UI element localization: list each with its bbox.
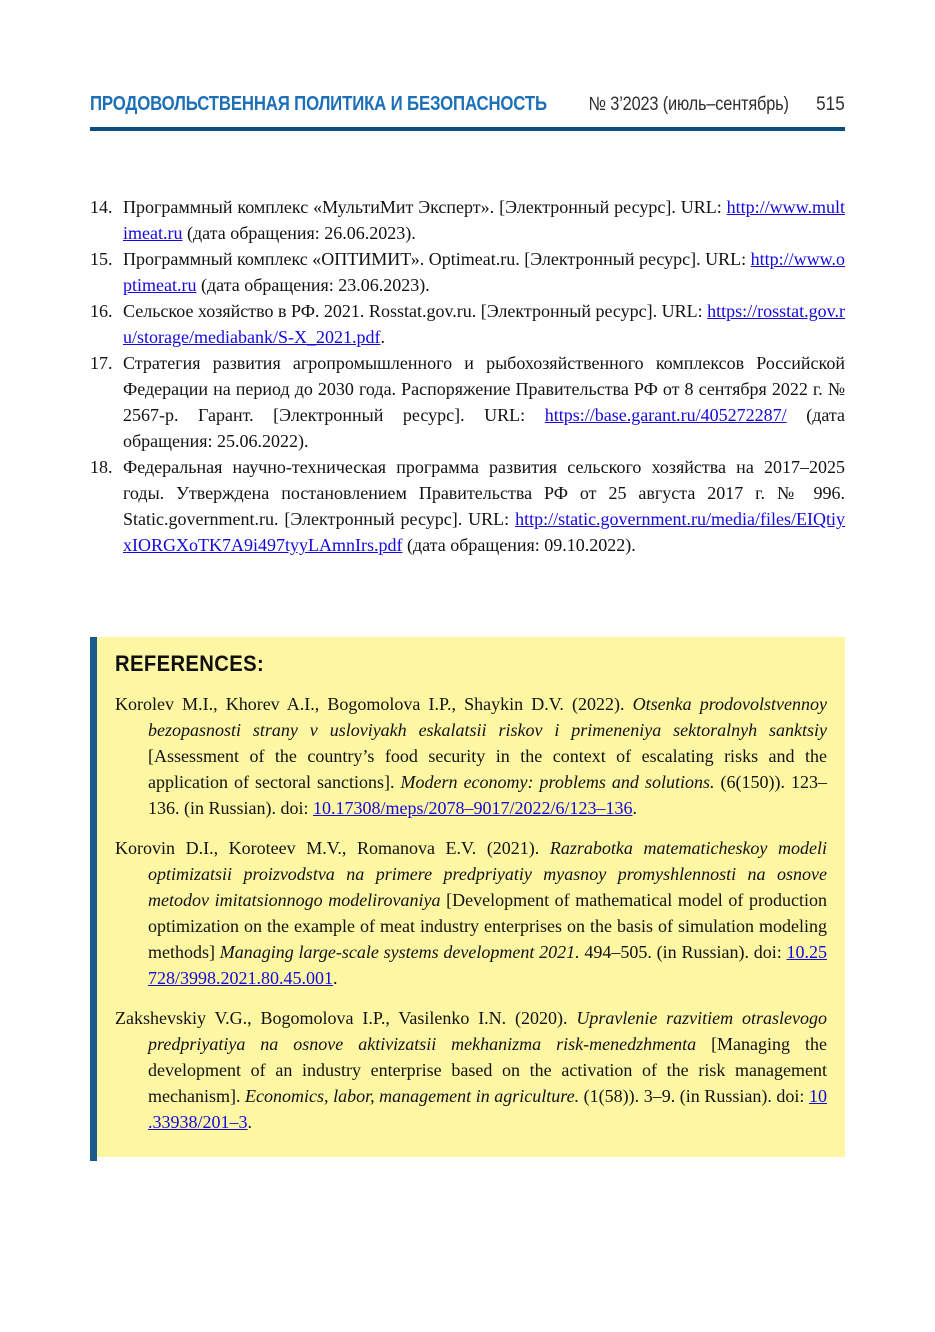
text-segment: (дата обращения: 09.10.2022). <box>402 535 636 555</box>
text-segment: Korovin D.I., Koroteev M.V., Romanova E.V. (2021). <box>115 838 550 858</box>
text-segment: (6(150)). 123–136. (in Russian). doi: <box>148 772 828 818</box>
text-segment: (1(58)). 3–9. (in Russian). doi: <box>579 1086 809 1106</box>
text-segment: Программный комплекс «ОПТИМИТ». Optimeat.ru. [Электронный ресурс]. URL: <box>123 249 751 269</box>
text-segment: (дата обращения: 25.06.2022). <box>123 405 845 451</box>
text-segment: Федеральная научно-техническая программа развития сельского хозяйства на 2017–2025 годы. Утверждена постановлением Правительства РФ от 25 августа 2017 г. № 996. Static.government.ru. [Электронный ресурс]. URL: <box>123 457 845 529</box>
entry-text <box>123 197 845 243</box>
bibliography-list <box>90 194 845 558</box>
entry-number: 17. <box>90 353 113 373</box>
text-segment: (дата обращения: 26.06.2023). <box>182 223 416 243</box>
entry-text <box>123 353 845 451</box>
bibliography-entry-17 <box>90 350 845 454</box>
entry-number: 16. <box>90 301 113 321</box>
hyperlink[interactable]: https://rosstat.gov.ru/storage/mediabank/S-X_2021.pdf <box>123 301 845 347</box>
text-segment: Zakshevskiy V.G., Bogomolova I.P., Vasilenko I.N. (2020). <box>115 1008 577 1028</box>
references-heading: REFERENCES: <box>115 651 265 676</box>
hyperlink[interactable]: 10.33938/201–3 <box>148 1086 827 1132</box>
text-segment: (дата обращения: 23.06.2023). <box>196 275 430 295</box>
italic-title-text: Managing large-scale systems development 2021. <box>219 942 580 962</box>
italic-title-text: Otsenka prodovolstvennoy bezopasnosti strany v usloviyakh eskalatsii riskov i primeneniya sektoralnyh sanktsiy <box>148 694 827 740</box>
bibliography-entry-16 <box>90 298 845 350</box>
issue-info: № 3’2023 (июль–сентябрь) <box>588 94 789 115</box>
entry-number: 15. <box>90 249 113 269</box>
italic-title-text: Upravlenie razvitiem otraslevogo predpriyatiya na osnove aktivizatsii mekhanizma risk-menedzhmenta <box>148 1008 827 1054</box>
entry-text <box>123 301 845 347</box>
hyperlink[interactable]: 10.25728/3998.2021.80.45.001 <box>148 942 827 988</box>
references-section <box>90 637 845 1157</box>
hyperlink[interactable]: 10.17308/meps/2078–9017/2022/6/123–136 <box>313 798 633 818</box>
text-segment: . <box>380 327 385 347</box>
bibliography-entry-15 <box>90 246 845 298</box>
text-segment: 494–505. (in Russian). doi: <box>579 942 787 962</box>
text-segment: Программный комплекс «МультиМит Эксперт». [Электронный ресурс]. URL: <box>123 197 727 217</box>
page-header <box>90 93 845 119</box>
reference-entry-2 <box>115 835 827 991</box>
text-segment: Сельское хозяйство в РФ. 2021. Rosstat.gov.ru. [Электронный ресурс]. URL: <box>123 301 708 321</box>
entry-number: 18. <box>90 457 113 477</box>
text-segment: . <box>247 1112 253 1132</box>
text-segment: Korolev M.I., Khorev A.I., Bogomolova I.P., Shaykin D.V. (2022). <box>115 694 633 714</box>
entry-number: 14. <box>90 197 113 217</box>
entry-text <box>123 249 845 295</box>
text-segment: [Managing the development of an industry enterprise based on the activation of the risk management mechanism]. <box>148 1034 827 1106</box>
text-segment: . <box>632 798 637 818</box>
italic-title-text: Razrabotka matematicheskoy modeli optimizatsii proizvodstva na primere predpriyatiy myasnoy promyshlennosti na osnove metodov imitatsionnogo modelirovaniya <box>148 838 827 910</box>
bibliography-entry-18 <box>90 454 845 558</box>
text-segment: [Assessment of the country’s food security in the context of escalating risks and the application of sectoral sanctions]. <box>148 746 827 792</box>
header-rule <box>90 127 845 131</box>
bibliography-entry-14 <box>90 194 845 246</box>
entry-text <box>123 457 845 555</box>
hyperlink[interactable]: http://www.optimeat.ru <box>123 249 845 295</box>
hyperlink[interactable]: http://www.multimeat.ru <box>123 197 845 243</box>
page-number: 515 <box>816 94 845 115</box>
italic-title-text: Modern economy: problems and solutions. <box>400 772 715 792</box>
accent-bar <box>90 637 97 1161</box>
hyperlink[interactable]: https://base.garant.ru/405272287/ <box>544 405 787 425</box>
text-segment: [Development of mathematical model of production optimization on the example of meat industry enterprises on the basis of simulation modeling methods] <box>148 890 827 962</box>
hyperlink[interactable]: http://static.government.ru/media/files/EIQtiyxIORGXoTK7A9i497tyyLAmnIrs.pdf <box>123 509 845 555</box>
journal-title: ПРОДОВОЛЬСТВЕННАЯ ПОЛИТИКА И БЕЗОПАСНОСТЬ <box>90 93 547 115</box>
text-segment: . <box>333 968 338 988</box>
reference-entry-1 <box>115 691 827 821</box>
references-body <box>97 637 845 1157</box>
text-segment: Стратегия развития агропромышленного и рыбохозяйственного комплексов Российской Федерации на период до 2030 года. Распоряжение Правительства РФ от 8 сентября 2022 г. № 2567-р. Гарант. [Электронный ресурс]. URL: <box>123 353 845 425</box>
reference-entry-3 <box>115 1005 827 1135</box>
italic-title-text: Economics, labor, management in agriculture. <box>245 1086 580 1106</box>
